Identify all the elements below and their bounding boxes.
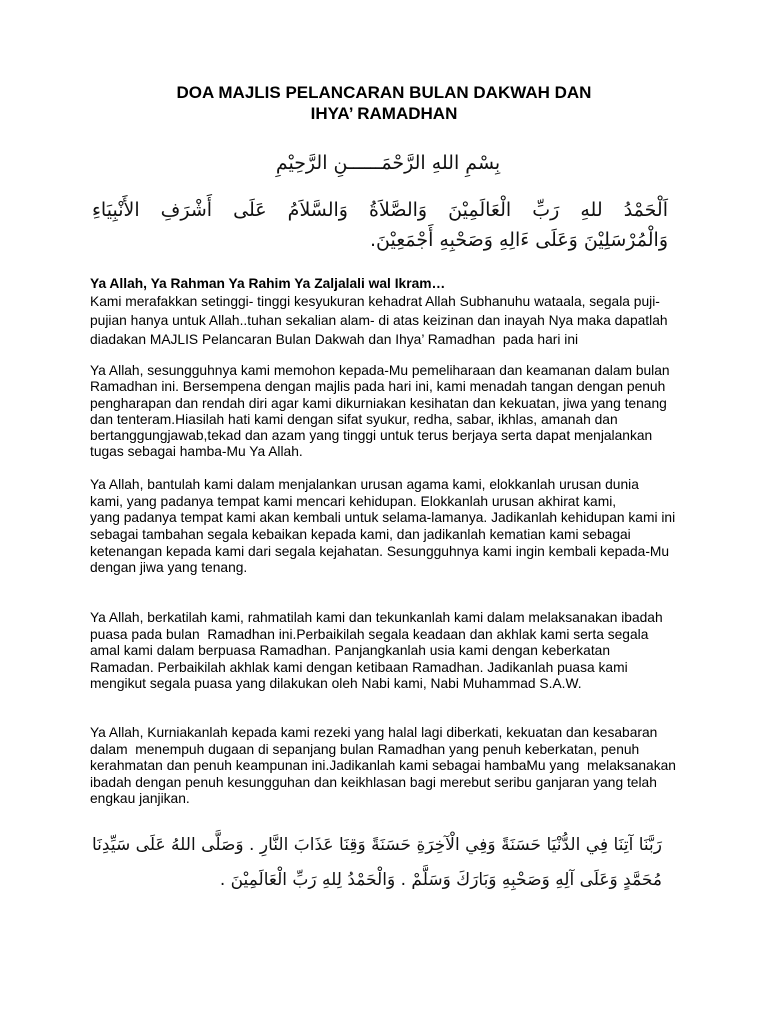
text-line: mengikut segala puasa yang dilakukan oleh Nabi kami, Nabi Muhammad S.A.W.: [90, 676, 582, 691]
text-line: Ya Allah, bantulah kami dalam menjalankan urusan agama kami, elokkanlah urusan dunia: [90, 477, 639, 492]
text-line: ketenangan kepada kami dari segala kejahatan. Sesungguhnya kami ingin kembali kepada-Mu: [90, 543, 670, 559]
text-line: pujian hanya untuk Allah..tuhan sekalian alam- di atas keizinan dan inayah Nya maka dapatlah: [90, 313, 668, 328]
text-line: Ya Allah, berkatilah kami, rahmatilah kami dan tekunkanlah kami dalam melaksanakan ibadah: [90, 610, 663, 625]
text-line: bertanggungjawab,tekad dan azam yang tinggi untuk terus berjaya serta dapat menjalankan: [90, 428, 653, 444]
prayer-paragraph-3: [90, 477, 730, 577]
text-line: sebagai tambahan segala kebaikan kepada kami, dan jadikanlah kematian kami sebagai: [90, 527, 631, 543]
text-line: tugas sebagai hamba-Mu Ya Allah.: [90, 444, 303, 460]
arabic-closing-line-1: رَبَّنَا آتِنَا فِي الدُّنْيَا حَسَنَةً وَفِي الْآخِرَةِ حَسَنَةً وَقِنَا عَذَابَ النَّارِ . وَصَلَّى اللهُ عَلَى سَيِّدِنَا: [92, 835, 662, 855]
text-line: pengharapan dan rendah diri agar kami dikurniakan kesihatan dan kekuatan, jiwa yang tenang: [90, 395, 667, 411]
arabic-closing-line-2: مُحَمَّدٍ وَعَلَى آلِهِ وَصَحْبِهِ وَبَارَكَ وَسَلَّمْ . وَالْحَمْدُ لِلهِ رَبِّ الْعَالَمِيْنَ .: [219, 870, 662, 890]
text-line: ibadah dengan penuh kesungguhan dan keikhlasan bagi merebut seribu ganjaran yang telah: [90, 774, 657, 790]
title-line-1: DOA MAJLIS PELANCARAN BULAN DAKWAH DAN: [176, 83, 592, 102]
arabic-closing-prayer: [92, 828, 662, 898]
prayer-paragraph-4: [90, 610, 730, 693]
text-line: Ramadhan ini. Bersempena dengan majlis pada hari ini, kami menadah tangan dengan penuh: [90, 379, 666, 395]
text-line: dan tenteram.Hiasilah hati kami dengan sifat syukur, redha, sabar, ikhlas, amanah dan: [90, 411, 618, 427]
text-line: yang padanya tempat kami akan kembali untuk selama-lamanya. Jadikanlah kehidupan kami ini: [90, 510, 676, 526]
text-line: Kami merafakkan setinggi- tinggi kesyukuran kehadrat Allah Subhanuhu wataala, segala puji-: [90, 294, 660, 309]
text-line: Ramadan. Perbaikilah akhlak kami dengan ketibaan Ramadhan. Jadikanlah puasa kami: [90, 659, 628, 675]
arabic-opening-line-1: اَلْحَمْدُ للهِ رَبِّ الْعَالَمِيْنَ وَالصَّلاَةُ وَالسَّلاَمُ عَلَى أَشْرَفِ الأَنْبِيَاءِ: [92, 199, 668, 221]
prayer-paragraph-5: [90, 725, 730, 808]
document-title: [0, 82, 768, 124]
title-line-2: IHYA’ RAMADHAN: [310, 104, 458, 123]
text-line: kami, yang padanya tempat kami mencari kehidupan. Elokkanlah urusan akhirat kami,: [90, 493, 617, 509]
prayer-paragraph-2: [90, 363, 730, 461]
text-line: amal kami dalam berpuasa Ramadhan. Panjangkanlah usia kami dengan keberkatan: [90, 643, 611, 658]
text-line: kerahmatan dan penuh keampunan ini.Jadikanlah kami sebagai hambaMu yang melaksanakan: [90, 758, 676, 773]
text-line: engkau janjikan.: [90, 791, 190, 806]
invocation-heading: [90, 275, 730, 292]
arabic-opening-praise: [92, 195, 668, 255]
text-line: dengan jiwa yang tenang.: [90, 560, 248, 576]
invocation-text: Ya Allah, Ya Rahman Ya Rahim Ya Zaljalali wal Ikram…: [90, 276, 446, 291]
basmalah: بِسْمِ اللهِ الرَّحْمَــــــنِ الرَّحِيْمِ: [275, 152, 501, 174]
prayer-paragraph-1: [90, 292, 730, 349]
text-line: Ya Allah, sesungguhnya kami memohon kepada-Mu pemeliharaan dan keamanan dalam bulan: [90, 363, 670, 378]
text-line: dalam menempuh dugaan di sepanjang bulan Ramadhan yang penuh keberkatan, penuh: [90, 741, 640, 757]
text-line: Ya Allah, Kurniakanlah kepada kami rezeki yang halal lagi diberkati, kekuatan dan kesabaran: [90, 725, 658, 740]
text-line: diadakan MAJLIS Pelancaran Bulan Dakwah dan Ihya’ Ramadhan pada hari ini: [90, 332, 579, 347]
arabic-opening-line-2: وَالْمُرْسَلِيْنَ وَعَلَى ءَالِهِ وَصَحْبِهِ أَجْمَعِيْنَ.: [369, 229, 668, 251]
text-line: puasa pada bulan Ramadhan ini.Perbaikilah segala keadaan dan akhlak kami serta segala: [90, 626, 649, 642]
